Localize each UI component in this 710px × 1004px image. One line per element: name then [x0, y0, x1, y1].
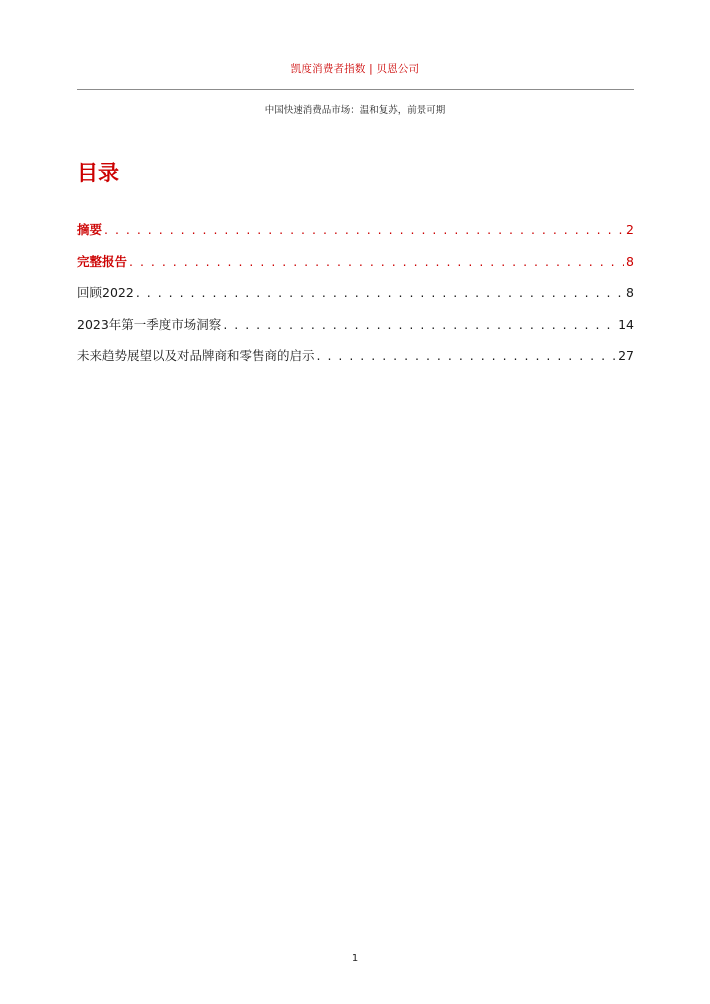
header-subtitle: 中国快速消费品市场：温和复苏，前景可期: [264, 105, 446, 116]
toc-dot-leader: [223, 317, 616, 332]
toc-entry-page: 8: [626, 253, 634, 269]
toc-entry-label: 未来趋势展望以及对品牌商和零售商的启示: [77, 348, 315, 363]
toc-entry-future-trends[interactable]: [77, 346, 634, 378]
toc-entry-q1-2023-insights[interactable]: [77, 315, 634, 347]
header-divider: [77, 89, 634, 90]
toc-entry-page: 2: [626, 222, 634, 237]
page-number: 1: [351, 953, 359, 964]
toc-entry-label: 2023年第一季度市场洞察: [77, 316, 222, 332]
toc-dot-leader: [136, 285, 624, 300]
toc-dot-leader: [129, 254, 624, 269]
toc-entry-page: 8: [626, 285, 634, 300]
table-of-contents: [77, 220, 634, 378]
toc-dot-leader: [104, 222, 624, 237]
toc-entry-summary[interactable]: [77, 220, 634, 252]
toc-entry-label: 回顾2022: [77, 285, 134, 300]
toc-title: 目录: [77, 161, 119, 185]
toc-entry-full-report[interactable]: [77, 252, 634, 284]
toc-dot-leader: [317, 348, 617, 363]
toc-entry-label: 完整报告: [77, 253, 128, 269]
toc-entry-review-2022[interactable]: [77, 283, 634, 315]
toc-entry-page: 27: [618, 348, 634, 363]
toc-entry-page: 14: [618, 316, 634, 332]
header-brand: 凯度消费者指数 | 贝恩公司: [290, 63, 420, 75]
toc-entry-label: 摘要: [77, 222, 103, 237]
